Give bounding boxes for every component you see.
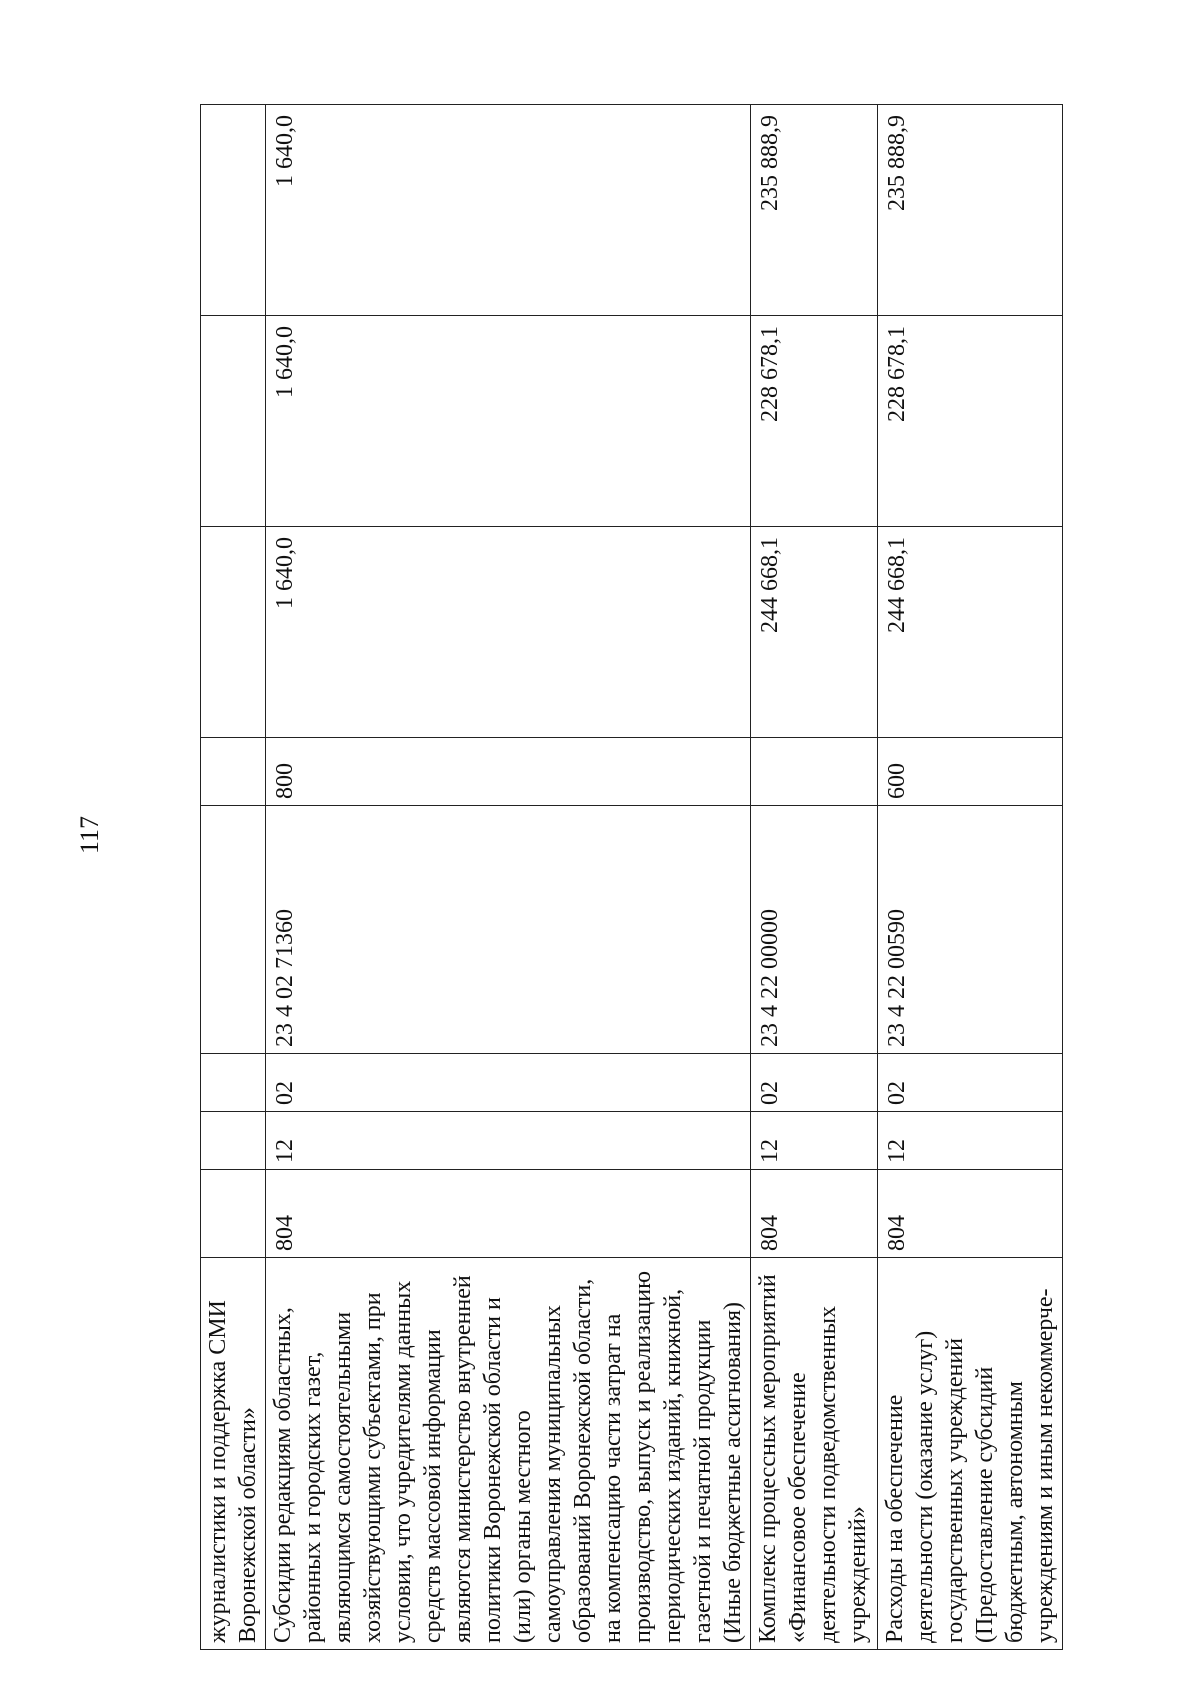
cell-year1	[201, 527, 266, 738]
cell-rz: 12	[878, 1112, 1063, 1170]
table-row	[266, 105, 751, 1650]
cell-name: журналистики и поддержка СМИ Воронежской области»	[201, 1258, 266, 1650]
cell-year3: 235 888,9	[878, 105, 1063, 316]
table-row	[878, 105, 1063, 1650]
cell-year2: 228 678,1	[751, 316, 878, 527]
cell-name: Субсидии редакциям областных, районных и городских газет, являющимся самостоятельными хозяйствующими субъектами, при условии, что учредителями данных средств массовой информации являются министерство внутренней политики Воронежской области и (или) органы местного самоуправления муниципальных образований Воронежской области, на компенсацию части затрат на производство, выпуск и реализацию периодических изданий, книжной, газетной и печатной продукции (Иные бюджетные ассигнования)	[266, 1258, 751, 1650]
cell-vr: 600	[878, 738, 1063, 806]
cell-rz: 12	[266, 1112, 751, 1170]
cell-gr	[201, 1170, 266, 1258]
cell-pr	[201, 1054, 266, 1112]
cell-name: Комплекс процессных мероприятий «Финансовое обеспечение деятельности подведомственных учреждений»	[751, 1258, 878, 1650]
cell-rz	[201, 1112, 266, 1170]
cell-year1: 244 668,1	[878, 527, 1063, 738]
cell-gr: 804	[751, 1170, 878, 1258]
cell-vr: 800	[266, 738, 751, 806]
cell-gr: 804	[266, 1170, 751, 1258]
cell-pr: 02	[751, 1054, 878, 1112]
cell-csr: 23 4 02 71360	[266, 806, 751, 1054]
cell-csr	[201, 806, 266, 1054]
cell-year2	[201, 316, 266, 527]
page-number: 117	[75, 815, 104, 855]
cell-year3	[201, 105, 266, 316]
cell-vr	[201, 738, 266, 806]
table-row	[751, 105, 878, 1650]
budget-table-container	[200, 105, 1105, 1650]
cell-year2: 228 678,1	[878, 316, 1063, 527]
cell-year2: 1 640,0	[266, 316, 751, 527]
cell-csr: 23 4 22 00590	[878, 806, 1063, 1054]
cell-gr: 804	[878, 1170, 1063, 1258]
cell-pr: 02	[266, 1054, 751, 1112]
budget-table	[200, 104, 1063, 1650]
cell-year1: 244 668,1	[751, 527, 878, 738]
cell-rz: 12	[751, 1112, 878, 1170]
cell-year1: 1 640,0	[266, 527, 751, 738]
cell-year3: 1 640,0	[266, 105, 751, 316]
cell-name: Расходы на обеспечение деятельности (оказание услуг) государственных учреждений (Предоставление субсидий бюджетным, автономным учреждениям и иным некоммерче-	[878, 1258, 1063, 1650]
table-row	[201, 105, 266, 1650]
cell-pr: 02	[878, 1054, 1063, 1112]
cell-vr	[751, 738, 878, 806]
cell-year3: 235 888,9	[751, 105, 878, 316]
cell-csr: 23 4 22 00000	[751, 806, 878, 1054]
